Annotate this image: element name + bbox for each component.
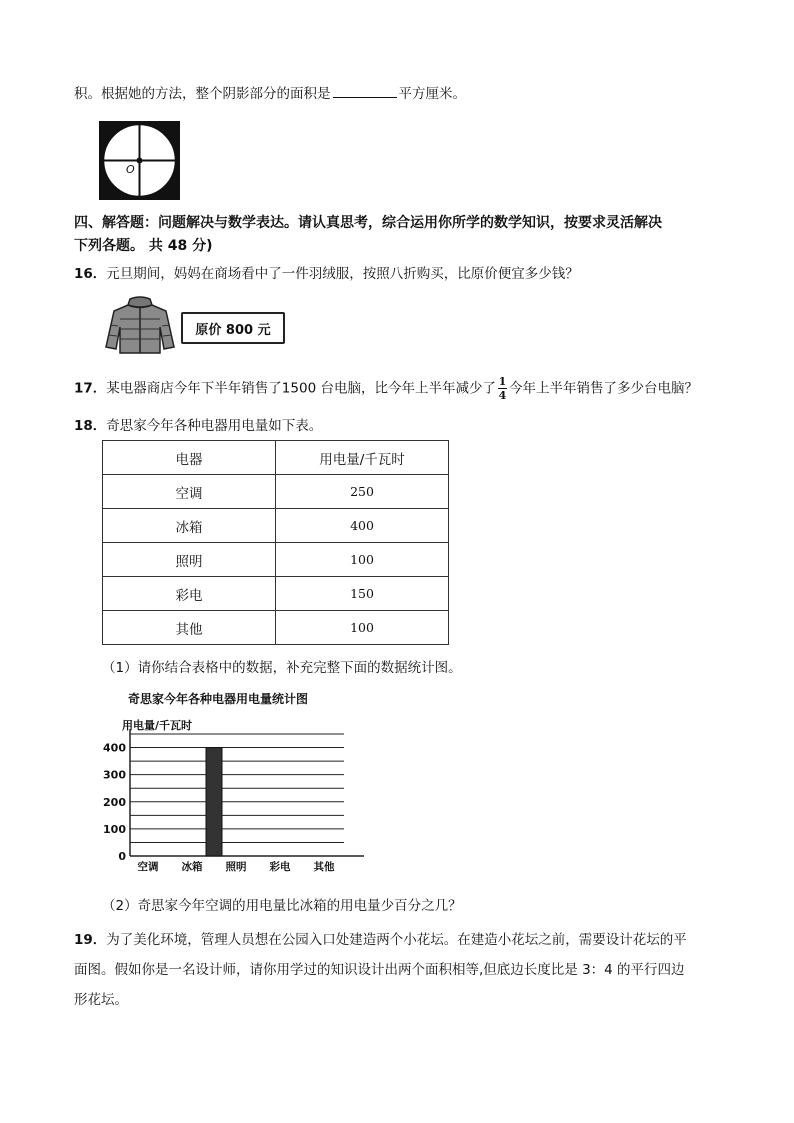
- fraction-numerator: 1: [498, 375, 507, 388]
- circle-in-square-figure: [98, 120, 182, 202]
- q17-text: [74, 376, 698, 401]
- q15-answer-blank[interactable]: [333, 83, 397, 98]
- price-tag: 原价 800 元: [181, 312, 285, 344]
- one-quarter-fraction: [498, 376, 507, 401]
- q18-question: 奇思家今年各种电器用电量如下表。: [106, 418, 323, 434]
- q17-question-before: 某电器商店今年下半年销售了1500 台电脑，比今年上半年减少了: [106, 380, 496, 397]
- y-tick-label: 300: [103, 768, 126, 782]
- q16-number: 16．: [74, 266, 107, 282]
- q19-text-line3: 形花坛。: [74, 992, 128, 1008]
- table-row: [103, 611, 449, 645]
- x-tick-label: 照明: [225, 861, 247, 873]
- x-tick-label: 其他: [313, 861, 335, 873]
- q18-text: [74, 414, 322, 434]
- bar-冰箱: [206, 748, 222, 856]
- chart-title: 奇思家今年各种电器用电量统计图: [128, 692, 309, 706]
- section4-heading-line1: 四、解答题：问题解决与数学表达。请认真思考，综合运用你所学的数学知识，按要求灵活解决: [74, 215, 662, 231]
- q16-text: [74, 262, 579, 282]
- table-cell-appliance: 冰箱: [103, 509, 276, 543]
- table-row: [103, 543, 449, 577]
- q18-sub2: （2）奇思家今年空调的用电量比冰箱的用电量少百分之几？: [102, 898, 462, 914]
- q15-answer-line: [74, 82, 466, 102]
- q19-number: 19．: [74, 932, 107, 948]
- q18-sub1: （1）请你结合表格中的数据，补充完整下面的数据统计图。: [102, 660, 462, 676]
- table-cell-appliance: 空调: [103, 475, 276, 509]
- table-cell-appliance: 照明: [103, 543, 276, 577]
- table-cell-usage: 150: [276, 577, 449, 611]
- q19-text-line2: 面图。假如你是一名设计师，请你用学过的知识设计出两个面积相等,但底边长度比是 3：4 的平行四边: [74, 962, 685, 978]
- table-cell-usage: 250: [276, 475, 449, 509]
- table-cell-usage: 400: [276, 509, 449, 543]
- x-tick-label: 彩电: [269, 861, 291, 873]
- table-header-row: [103, 441, 449, 475]
- table-cell-usage: 100: [276, 543, 449, 577]
- usage-bar-chart: [96, 728, 372, 876]
- q15-text-after: 平方厘米。: [398, 86, 466, 102]
- down-jacket-icon: [102, 293, 178, 357]
- y-tick-label: 400: [103, 741, 126, 755]
- table-header-usage: 用电量/千瓦时: [276, 441, 449, 475]
- x-tick-label: 空调: [137, 861, 159, 873]
- y-tick-label: 200: [103, 795, 126, 809]
- table-cell-usage: 100: [276, 611, 449, 645]
- q17-number: 17．: [74, 380, 107, 397]
- q17-question-after: 今年上半年销售了多少台电脑？: [508, 380, 698, 397]
- fraction-denominator: 4: [498, 389, 507, 402]
- q19-text-line1: 为了美化环境，管理人员想在公园入口处建造两个小花坛。在建造小花坛之前，需要设计花坛的平: [106, 932, 687, 948]
- q15-text-before: 积。根据她的方法，整个阴影部分的面积是: [74, 86, 331, 102]
- y-tick-label: 100: [103, 822, 126, 836]
- electricity-usage-table: [102, 440, 449, 645]
- q16-question: 元旦期间，妈妈在商场看中了一件羽绒服，按照八折购买，比原价便宜多少钱？: [106, 266, 579, 282]
- table-cell-appliance: 其他: [103, 611, 276, 645]
- table-cell-appliance: 彩电: [103, 577, 276, 611]
- q18-number: 18．: [74, 418, 107, 434]
- table-header-appliance: 电器: [103, 441, 276, 475]
- table-row: [103, 475, 449, 509]
- x-tick-label: 冰箱: [181, 861, 203, 873]
- center-label: O: [126, 163, 135, 176]
- table-row: [103, 509, 449, 543]
- chart-y-axis-label: 用电量/千瓦时: [122, 719, 193, 732]
- y-tick-label: 0: [118, 850, 126, 863]
- q19-line1: [74, 928, 687, 948]
- table-row: [103, 577, 449, 611]
- section4-heading-line2: 下列各题。 共 48 分): [74, 238, 213, 254]
- center-point: [137, 158, 143, 164]
